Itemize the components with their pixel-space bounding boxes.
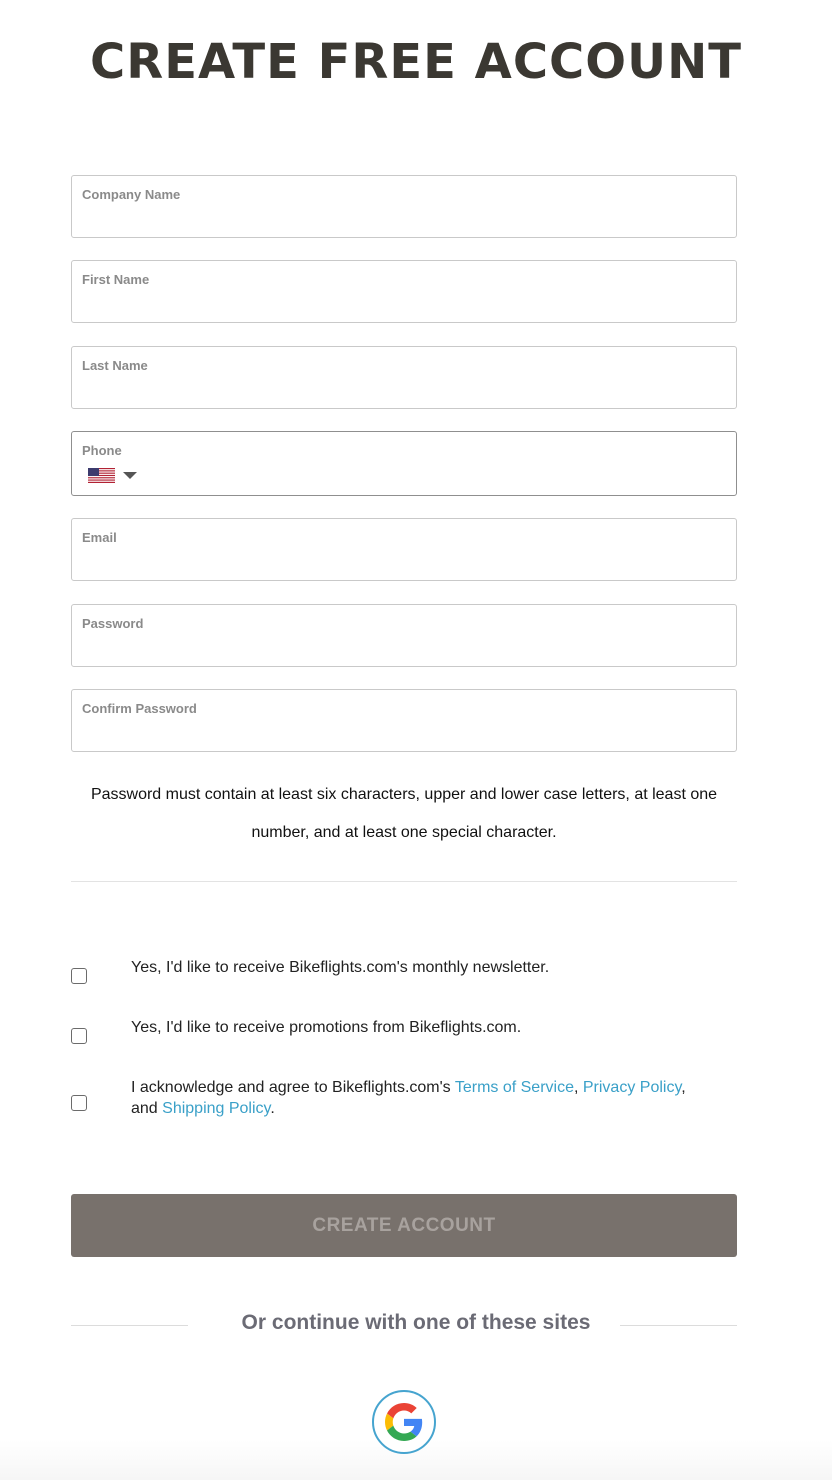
- password-input[interactable]: [81, 638, 727, 660]
- terms-and: , and: [131, 1079, 686, 1117]
- page-title: CREATE FREE ACCOUNT: [90, 34, 742, 90]
- password-label: Password: [82, 616, 144, 631]
- first-name-input[interactable]: [81, 294, 727, 316]
- last-name-field[interactable]: [71, 346, 737, 409]
- google-icon: [385, 1403, 423, 1441]
- promotions-checkbox[interactable]: [71, 1028, 87, 1044]
- password-field[interactable]: [71, 604, 737, 667]
- create-account-button[interactable]: CREATE ACCOUNT: [71, 1194, 737, 1257]
- company-name-input[interactable]: [81, 209, 727, 231]
- confirm-password-label: Confirm Password: [82, 701, 197, 716]
- google-login-button[interactable]: [372, 1390, 436, 1454]
- country-code-dropdown[interactable]: [88, 466, 144, 484]
- social-login-heading: Or continue with one of these sites: [241, 1311, 591, 1334]
- terms-comma: ,: [573, 1079, 583, 1096]
- promotions-label: Yes, I'd like to receive promotions from Bikeflights.com.: [131, 1019, 522, 1036]
- company-name-label: Company Name: [82, 187, 181, 202]
- email-label: Email: [82, 530, 117, 545]
- terms-label: [131, 1077, 711, 1119]
- phone-field[interactable]: [71, 431, 737, 496]
- privacy-policy-link[interactable]: Privacy Policy: [582, 1079, 682, 1096]
- chevron-down-icon: [123, 472, 137, 479]
- confirm-password-field[interactable]: [71, 689, 737, 752]
- first-name-field[interactable]: [71, 260, 737, 323]
- company-name-field[interactable]: [71, 175, 737, 238]
- terms-prefix: I acknowledge and agree to Bikeflights.com's: [131, 1079, 455, 1096]
- terms-checkbox[interactable]: [71, 1095, 87, 1111]
- terms-suffix: .: [270, 1100, 275, 1117]
- email-input[interactable]: [81, 552, 727, 574]
- first-name-label: First Name: [82, 272, 150, 287]
- email-field[interactable]: [71, 518, 737, 581]
- terms-of-service-link[interactable]: Terms of Service: [454, 1079, 574, 1096]
- shipping-policy-link[interactable]: Shipping Policy: [162, 1100, 271, 1117]
- last-name-input[interactable]: [81, 380, 727, 402]
- phone-input[interactable]: [152, 461, 727, 483]
- newsletter-label: Yes, I'd like to receive Bikeflights.com's monthly newsletter.: [131, 959, 550, 976]
- phone-label: Phone: [82, 443, 122, 458]
- last-name-label: Last Name: [82, 358, 148, 373]
- confirm-password-input[interactable]: [81, 723, 727, 745]
- newsletter-checkbox[interactable]: [71, 968, 87, 984]
- us-flag-icon: [88, 468, 115, 483]
- password-requirements-hint: Password must contain at least six characters, upper and lower case letters, at least one number, and at least one special character.: [90, 786, 718, 841]
- section-divider: [71, 881, 737, 882]
